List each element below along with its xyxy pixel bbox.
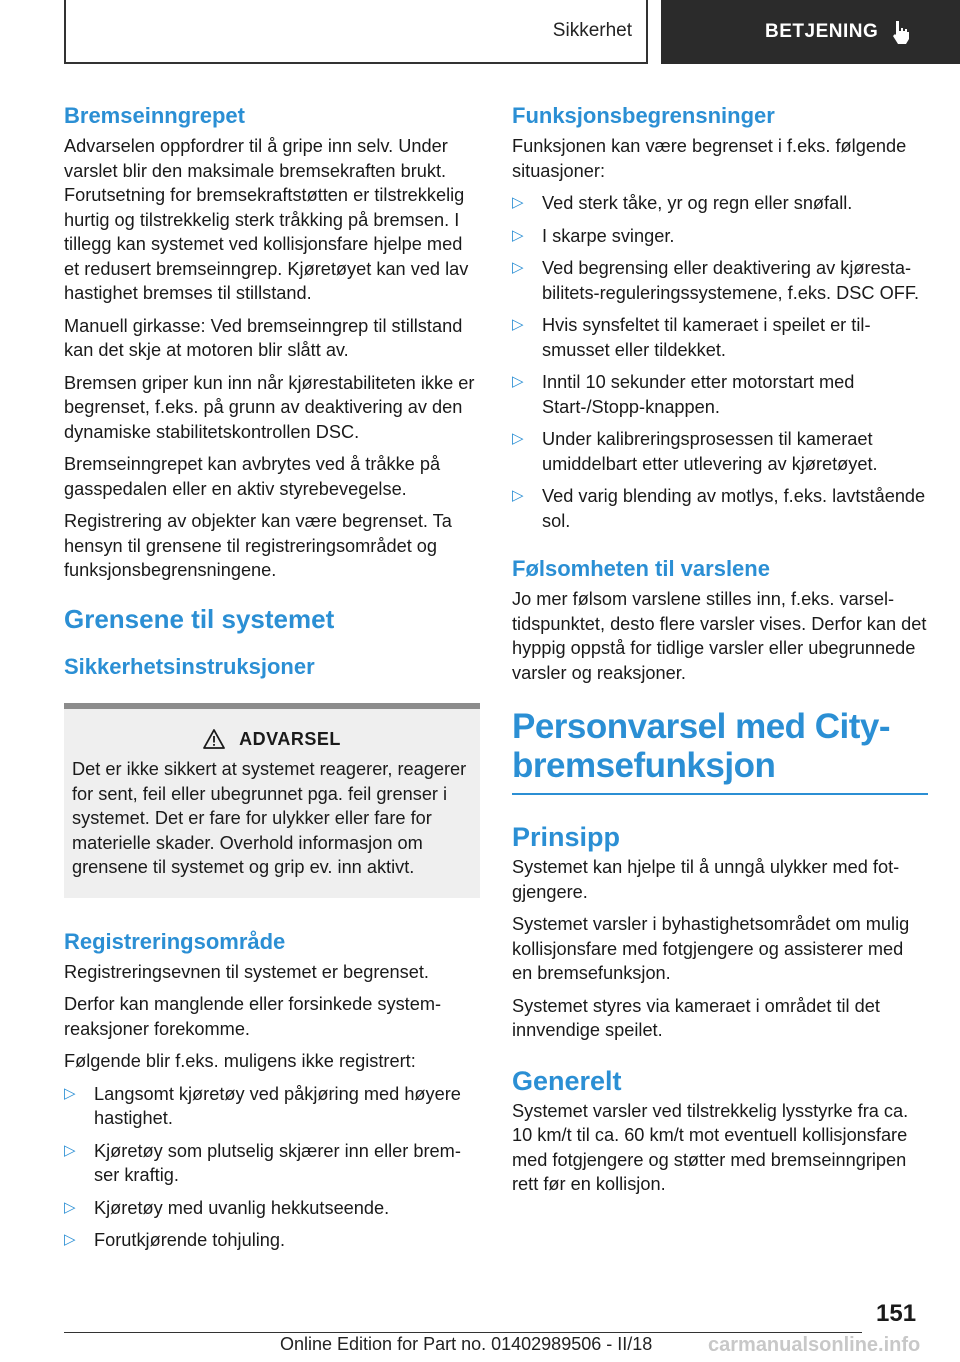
triangle-bullet-icon: ▷ — [64, 1141, 76, 1159]
list-item: ▷ Forutkjørende tohjuling. — [64, 1228, 480, 1253]
triangle-bullet-icon: ▷ — [512, 373, 524, 390]
list-item: ▷ Ved sterk tåke, yr og regn eller snøfall. — [512, 191, 928, 216]
heading-grensene: Grensene til systemet — [64, 603, 335, 634]
list-item: ▷ Kjøretøy som plutselig skjærer inn eller bremser kraftig. — [64, 1140, 461, 1185]
list-item: ▷ Hvis synsfeltet til kameraet i speilet er tilsmusset eller tildekket. — [512, 315, 871, 360]
paragraph: Bremseinngrepet kan avbrytes ved å tråkke på gasspedalen eller en aktiv styrebevegelse. — [64, 454, 441, 499]
paragraph: Systemet kan hjelpe til å unngå ulykker med fotgjengere. — [512, 857, 900, 902]
header-chapter-title: BETJENING — [765, 21, 879, 42]
bullet-list — [512, 191, 928, 533]
footer-edition: Online Edition for Part no. 01402989506 - II/18 — [280, 1334, 653, 1354]
list-item: ▷ Langsomt kjøretøy ved påkjøring med høyere hastighet. — [64, 1083, 461, 1128]
heading-sikkerhetsinstruksjoner: Sikkerhetsinstruksjoner — [64, 653, 315, 679]
warning-title-row — [72, 727, 472, 752]
heading-registreringsomrade: Registreringsområde — [64, 928, 286, 954]
heading-funksjonsbegrensninger: Funksjonsbegrensninger — [512, 103, 775, 128]
paragraph: Advarselen oppfordrer til å gripe inn selv. Under varslet blir den maksimale bremsekraften brukt. Forutsetning for bremsekraftstøtten er tilstrekkelig hurtig og tilstrekkelig sterk tråkking på bremsen. I tillegg kan systemet ved kollisjonsfare hjelpe med et redusert bremseinngrep. Kjøretøyet kan ved lav hastighet bremses til stillstand. — [64, 136, 469, 303]
header-section-title: Sikkerhet — [552, 20, 632, 41]
paragraph: Bremsen griper kun inn når kjørestabiliteten ikke er begrenset, f.eks. på grunn av deaktivering av den dynamiske stabilitetskontrollen DSC. — [64, 372, 475, 442]
triangle-bullet-icon: ▷ — [64, 1084, 76, 1102]
warning-box — [64, 703, 480, 898]
warning-triangle-icon — [203, 729, 225, 749]
triangle-bullet-icon: ▷ — [512, 226, 524, 244]
triangle-bullet-icon: ▷ — [512, 194, 524, 211]
heading-folsomheten: Følsomheten til varslene — [512, 556, 770, 581]
list-item: ▷ Inntil 10 sekunder etter motorstart med Start-/Stopp-knappen. — [512, 372, 855, 417]
paragraph: Registreringsevnen til systemet er begrenset. — [64, 961, 429, 982]
list-item: ▷ Under kalibreringsprosessen til kameraet umiddelbart etter utlevering av kjøretøyet. — [512, 429, 878, 474]
paragraph: Følgende blir f.eks. muligens ikke registrert: — [64, 1051, 416, 1071]
paragraph: Derfor kan manglende eller forsinkede systemreaksjoner forekomme. — [64, 994, 442, 1039]
header-chapter-tab — [661, 0, 960, 64]
header-section-tab — [64, 0, 648, 64]
warning-text: Det er ikke sikkert at systemet reagerer, reagerer for sent, feil eller ubegrunnet pga. feil grenser i systemet. Det er fare for ulykker eller fare for materielle skader. Overhold informasjon om grensene til systemet og grip ev. inn aktivt. — [72, 759, 467, 877]
page-number: 151 — [876, 1300, 917, 1327]
paragraph: Systemet varsler i byhastighetsområdet om mulig kollisjonsfare med fotgjengere og assisterer med en bremsefunksjon. — [512, 914, 910, 983]
bullet-list — [64, 1082, 480, 1253]
paragraph: Systemet styres via kameraet i området til det innvendige speilet. — [512, 995, 880, 1040]
hand-pointer-icon — [890, 19, 912, 45]
paragraph: Funksjonen kan være begrenset i f.eks. følgende situasjoner: — [512, 136, 907, 181]
heading-bremseinngrepet: Bremseinngrepet — [64, 103, 245, 128]
paragraph: Jo mer følsom varslene stilles inn, f.eks. varseltidspunktet, desto flere varsler vises. Derfor kan det hyppig oppstå for tidlige varsler eller ubegrunnede varsler og reaksjoner. — [512, 589, 927, 683]
triangle-bullet-icon: ▷ — [512, 316, 524, 333]
triangle-bullet-icon: ▷ — [64, 1231, 76, 1248]
heading-personvarsel: Personvarsel med City-bremsefunksjon — [512, 707, 928, 795]
list-item: ▷ Kjøretøy med uvanlig hekkutseende. — [64, 1196, 480, 1221]
paragraph: Registrering av objekter kan være begrenset. Ta hensyn til grensene til registreringsområdet og funksjonsbegrensningene. — [64, 511, 452, 580]
warning-title: ADVARSEL — [239, 728, 341, 749]
right-column — [512, 102, 928, 1205]
heading-prinsipp: Prinsipp — [512, 822, 621, 852]
footer-divider — [64, 1332, 862, 1333]
triangle-bullet-icon: ▷ — [512, 487, 524, 504]
triangle-bullet-icon: ▷ — [512, 259, 524, 276]
heading-generelt: Generelt — [512, 1065, 622, 1096]
paragraph: Manuell girkasse: Ved bremseinngrep til stillstand kan det skje at motoren blir slått av. — [64, 315, 463, 360]
paragraph: Systemet varsler ved tilstrekkelig lysstyrke fra ca. 10 km/t til ca. 60 km/t mot eventuell kollisjonsfare med fotgjengere og støtter med bremseinngripen rett før en kollisjon. — [512, 1100, 909, 1194]
left-column — [64, 102, 480, 1261]
triangle-bullet-icon: ▷ — [64, 1198, 76, 1216]
watermark: carmanualsonline.info — [708, 1334, 921, 1356]
triangle-bullet-icon: ▷ — [512, 430, 524, 447]
list-item: ▷ Ved varig blending av motlys, f.eks. lavtstående sol. — [512, 486, 926, 531]
list-item: ▷ I skarpe svinger. — [512, 224, 928, 249]
list-item: ▷ Ved begrensing eller deaktivering av kjørestabilitets-reguleringssystemene, f.eks. DSC OFF. — [512, 258, 920, 303]
